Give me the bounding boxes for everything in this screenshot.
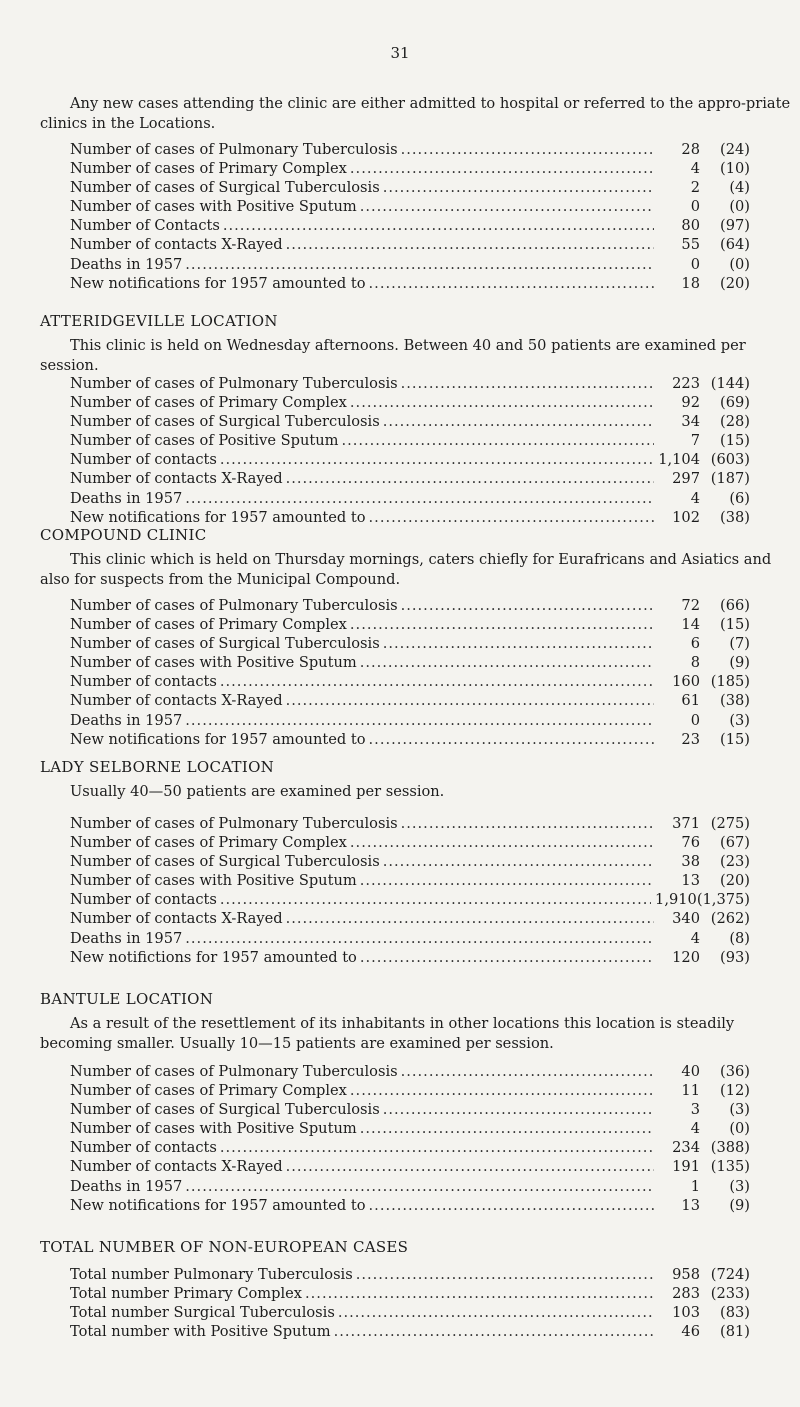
row-label: Number of cases of Surgical Tuberculosis [70, 413, 380, 431]
dot-leader [185, 255, 654, 274]
dot-leader [185, 489, 654, 508]
row-previous-value: (24) [720, 141, 750, 158]
dot-leader [360, 653, 654, 672]
row-value: 4 [690, 929, 700, 947]
row-label: Number of contacts X-Rayed [70, 236, 283, 254]
table-row [70, 833, 750, 852]
dot-leader [220, 672, 654, 691]
row-value: 72 [681, 597, 700, 614]
row-label: Number of cases of Pulmonary Tuberculosis [70, 815, 398, 832]
row-value: 191 [672, 1158, 700, 1176]
row-value: 14 [681, 616, 700, 634]
table-row [70, 890, 750, 909]
row-label: Number of cases of Pulmonary Tuberculosis [70, 141, 398, 158]
table-row [70, 871, 750, 890]
dot-leader [220, 450, 654, 469]
dot-leader [341, 431, 654, 450]
row-value: 7 [690, 432, 700, 450]
row-value: 6 [690, 635, 700, 653]
row-previous-value: (7) [729, 635, 750, 653]
section-2-table [70, 596, 750, 749]
section-2-text: This clinic which is held on Thursday mornings, caters chiefly for Eurafricans and Asiatics and also for suspects from the Municipal Compound. [40, 551, 772, 588]
row-previous-value: (135) [710, 1158, 750, 1176]
dot-leader [369, 274, 654, 293]
section-3-text: Usually 40—50 patients are examined per session. [70, 783, 445, 800]
table-row [70, 140, 750, 159]
table-row [70, 1322, 750, 1341]
row-previous-value: (3) [729, 1177, 750, 1195]
row-value: 13 [681, 1196, 700, 1214]
row-previous-value: (23) [720, 853, 750, 871]
section-1-text: This clinic is held on Wednesday afternoons. Between 40 and 50 patients are examined per session. [40, 337, 746, 374]
row-label: Number of cases of Pulmonary Tuberculosis [70, 1063, 398, 1080]
row-previous-value: (144) [710, 375, 750, 392]
row-previous-value: (8) [729, 929, 750, 947]
dot-leader [185, 711, 654, 730]
row-previous-value: (262) [710, 910, 750, 928]
row-previous-value: (3) [729, 711, 750, 729]
row-label: Number of cases with Positive Sputum [70, 654, 357, 672]
table-row [70, 814, 750, 833]
row-previous-value: (15) [720, 730, 750, 748]
row-previous-value: (10) [720, 160, 750, 178]
dot-leader [383, 412, 654, 431]
row-label: Number of cases of Primary Complex [70, 394, 347, 412]
dot-leader [350, 159, 654, 178]
row-previous-value: (1,375) [696, 891, 750, 909]
dot-leader [356, 1265, 654, 1284]
section-5-table [70, 1265, 750, 1341]
row-label: New notifications for 1957 amounted to [70, 1196, 366, 1214]
row-value: 371 [672, 815, 700, 832]
row-previous-value: (67) [720, 834, 750, 852]
row-previous-value: (9) [729, 654, 750, 672]
row-previous-value: (6) [729, 489, 750, 507]
dot-leader [350, 833, 654, 852]
dot-leader [401, 596, 654, 615]
row-previous-value: (20) [720, 274, 750, 292]
table-row [70, 489, 750, 508]
row-label: Total number Pulmonary Tuberculosis [70, 1266, 353, 1283]
table-row [70, 1196, 750, 1215]
table-row [70, 412, 750, 431]
table-row [70, 393, 750, 412]
row-label: Number of cases of Pulmonary Tuberculosis [70, 375, 398, 392]
row-value: 223 [672, 375, 700, 392]
dot-leader [305, 1284, 654, 1303]
row-value: 8 [690, 654, 700, 672]
table-row [70, 431, 750, 450]
row-label: Total number Surgical Tuberculosis [70, 1304, 335, 1322]
table-row [70, 1081, 750, 1100]
table-row [70, 255, 750, 274]
section-0-table [70, 140, 750, 293]
row-label: Deaths in 1957 [70, 489, 183, 507]
row-previous-value: (0) [729, 1120, 750, 1138]
row-previous-value: (38) [720, 692, 750, 710]
dot-leader [350, 1081, 654, 1100]
table-row [70, 1119, 750, 1138]
dot-leader [286, 469, 654, 488]
row-value: 297 [672, 470, 700, 488]
row-value: 120 [672, 948, 700, 966]
row-label: Number of contacts X-Rayed [70, 470, 283, 488]
dot-leader [383, 852, 654, 871]
row-value: 160 [672, 673, 700, 691]
table-row [70, 216, 750, 235]
dot-leader [350, 615, 654, 634]
table-row [70, 1138, 750, 1157]
dot-leader [369, 1196, 654, 1215]
dot-leader [401, 814, 654, 833]
row-value: 46 [681, 1323, 700, 1341]
table-row [70, 852, 750, 871]
row-label: Number of cases of Primary Complex [70, 1082, 347, 1100]
row-previous-value: (12) [720, 1082, 750, 1100]
page-number: 31 [390, 44, 410, 62]
row-label: Number of cases of Pulmonary Tuberculosis [70, 597, 398, 614]
row-label: Number of contacts X-Rayed [70, 1158, 283, 1176]
row-previous-value: (0) [729, 255, 750, 273]
section-5-heading: TOTAL NUMBER OF NON-EUROPEAN CASES [40, 1238, 409, 1256]
section-4-text: As a result of the resettlement of its inhabitants in other locations this location is steadily becoming smaller. Usually 10—15 patients are examined per session. [40, 1015, 735, 1052]
dot-leader [360, 1119, 654, 1138]
row-value: 103 [672, 1304, 700, 1322]
section-1-heading: ATTERIDGEVILLE LOCATION [40, 312, 278, 330]
row-label: New notifictions for 1957 amounted to [70, 948, 357, 966]
row-previous-value: (66) [720, 597, 750, 614]
row-label: Total number with Positive Sputum [70, 1323, 331, 1341]
row-label: Number of contacts [70, 673, 217, 691]
row-value: 234 [672, 1139, 700, 1157]
table-row [70, 615, 750, 634]
row-previous-value: (69) [720, 394, 750, 412]
dot-leader [220, 890, 651, 909]
row-previous-value: (97) [720, 217, 750, 235]
row-previous-value: (20) [720, 872, 750, 890]
row-value: 76 [681, 834, 700, 852]
row-value: 61 [681, 692, 700, 710]
row-label: Number of contacts [70, 891, 217, 909]
dot-leader [286, 909, 654, 928]
row-label: New notifications for 1957 amounted to [70, 508, 366, 526]
row-label: Deaths in 1957 [70, 255, 183, 273]
row-previous-value: (3) [729, 1101, 750, 1119]
table-row [70, 469, 750, 488]
row-value: 4 [690, 1120, 700, 1138]
table-row [70, 1157, 750, 1176]
row-label: Number of cases of Positive Sputum [70, 432, 339, 450]
row-label: Number of cases of Primary Complex [70, 616, 347, 634]
table-row [70, 730, 750, 749]
row-label: Number of cases of Surgical Tuberculosis [70, 635, 380, 653]
dot-leader [185, 929, 654, 948]
row-value: 4 [690, 489, 700, 507]
row-value: 38 [681, 853, 700, 871]
table-row [70, 653, 750, 672]
row-previous-value: (93) [720, 948, 750, 966]
table-row [70, 1284, 750, 1303]
row-label: Number of Contacts [70, 217, 220, 235]
row-previous-value: (15) [720, 616, 750, 634]
row-value: 34 [681, 413, 700, 431]
row-previous-value: (603) [710, 451, 750, 469]
table-row [70, 235, 750, 254]
section-3-table [70, 814, 750, 967]
row-previous-value: (28) [720, 413, 750, 431]
dot-leader [350, 393, 654, 412]
table-row [70, 1062, 750, 1081]
dot-leader [383, 178, 654, 197]
table-row [70, 711, 750, 730]
row-previous-value: (81) [720, 1323, 750, 1341]
table-row [70, 909, 750, 928]
dot-leader [286, 235, 654, 254]
row-label: Number of contacts X-Rayed [70, 910, 283, 928]
row-label: Number of contacts [70, 451, 217, 469]
section-2-heading: COMPOUND CLINIC [40, 526, 207, 544]
dot-leader [383, 634, 654, 653]
row-value: 23 [681, 730, 700, 748]
row-previous-value: (388) [710, 1139, 750, 1157]
row-previous-value: (187) [710, 470, 750, 488]
row-label: Number of cases with Positive Sputum [70, 1120, 357, 1138]
row-label: Number of cases of Primary Complex [70, 160, 347, 178]
row-previous-value: (38) [720, 508, 750, 526]
row-previous-value: (9) [729, 1196, 750, 1214]
table-row [70, 374, 750, 393]
row-value: 283 [672, 1285, 700, 1303]
row-previous-value: (185) [710, 673, 750, 691]
row-value: 2 [690, 179, 700, 197]
row-label: Deaths in 1957 [70, 929, 183, 947]
row-label: Deaths in 1957 [70, 1177, 183, 1195]
dot-leader [338, 1303, 654, 1322]
table-row [70, 672, 750, 691]
dot-leader [401, 140, 654, 159]
row-label: Number of cases of Primary Complex [70, 834, 347, 852]
row-label: Deaths in 1957 [70, 711, 183, 729]
section-3-heading: LADY SELBORNE LOCATION [40, 758, 275, 776]
row-value: 102 [672, 508, 700, 526]
dot-leader [369, 730, 654, 749]
table-row [70, 450, 750, 469]
table-row [70, 948, 750, 967]
dot-leader [383, 1100, 654, 1119]
dot-leader [401, 1062, 654, 1081]
row-label: Number of cases of Surgical Tuberculosis [70, 179, 380, 197]
row-label: Number of cases of Surgical Tuberculosis [70, 853, 380, 871]
dot-leader [223, 216, 654, 235]
row-label: Total number Primary Complex [70, 1285, 303, 1303]
table-row [70, 691, 750, 710]
row-value: 0 [690, 711, 700, 729]
table-row [70, 159, 750, 178]
row-value: 40 [681, 1063, 700, 1080]
row-value: 0 [690, 255, 700, 273]
row-label: New notifications for 1957 amounted to [70, 730, 366, 748]
row-label: Number of cases with Positive Sputum [70, 198, 357, 216]
row-previous-value: (83) [720, 1304, 750, 1322]
table-row [70, 634, 750, 653]
row-value: 1,910 [655, 891, 697, 909]
row-value: 4 [690, 160, 700, 178]
dot-leader [360, 948, 654, 967]
row-previous-value: (0) [729, 198, 750, 216]
row-value: 28 [681, 141, 700, 158]
dot-leader [286, 691, 654, 710]
row-label: New notifications for 1957 amounted to [70, 274, 366, 292]
row-previous-value: (275) [710, 815, 750, 832]
table-row [70, 508, 750, 527]
dot-leader [369, 508, 654, 527]
row-value: 92 [681, 394, 700, 412]
row-value: 1 [690, 1177, 700, 1195]
row-previous-value: (36) [720, 1063, 750, 1080]
row-value: 340 [672, 910, 700, 928]
row-value: 3 [690, 1101, 700, 1119]
dot-leader [220, 1138, 654, 1157]
dot-leader [185, 1177, 654, 1196]
row-value: 18 [681, 274, 700, 292]
section-1-table [70, 374, 750, 527]
dot-leader [360, 197, 654, 216]
row-label: Number of contacts [70, 1139, 217, 1157]
row-previous-value: (724) [710, 1266, 750, 1283]
table-row [70, 596, 750, 615]
row-value: 1,104 [658, 451, 700, 469]
row-value: 55 [681, 236, 700, 254]
section-4-table [70, 1062, 750, 1215]
intro-paragraph: Any new cases attending the clinic are either admitted to hospital or referred to the appro-priate clinics in the Locations. [40, 95, 791, 132]
table-row [70, 929, 750, 948]
row-value: 13 [681, 872, 700, 890]
row-value: 11 [681, 1082, 700, 1100]
row-value: 0 [690, 198, 700, 216]
table-row [70, 197, 750, 216]
dot-leader [334, 1322, 654, 1341]
table-row [70, 1303, 750, 1322]
row-previous-value: (233) [710, 1285, 750, 1303]
row-label: Number of cases of Surgical Tuberculosis [70, 1101, 380, 1119]
dot-leader [401, 374, 654, 393]
section-4-heading: BANTULE LOCATION [40, 990, 214, 1008]
row-value: 80 [681, 217, 700, 235]
table-row [70, 274, 750, 293]
table-row [70, 1177, 750, 1196]
dot-leader [360, 871, 654, 890]
row-previous-value: (4) [729, 179, 750, 197]
row-previous-value: (64) [720, 236, 750, 254]
row-label: Number of cases with Positive Sputum [70, 872, 357, 890]
table-row [70, 178, 750, 197]
row-value: 958 [672, 1266, 700, 1283]
table-row [70, 1100, 750, 1119]
dot-leader [286, 1157, 654, 1176]
table-row [70, 1265, 750, 1284]
row-label: Number of contacts X-Rayed [70, 692, 283, 710]
row-previous-value: (15) [720, 432, 750, 450]
